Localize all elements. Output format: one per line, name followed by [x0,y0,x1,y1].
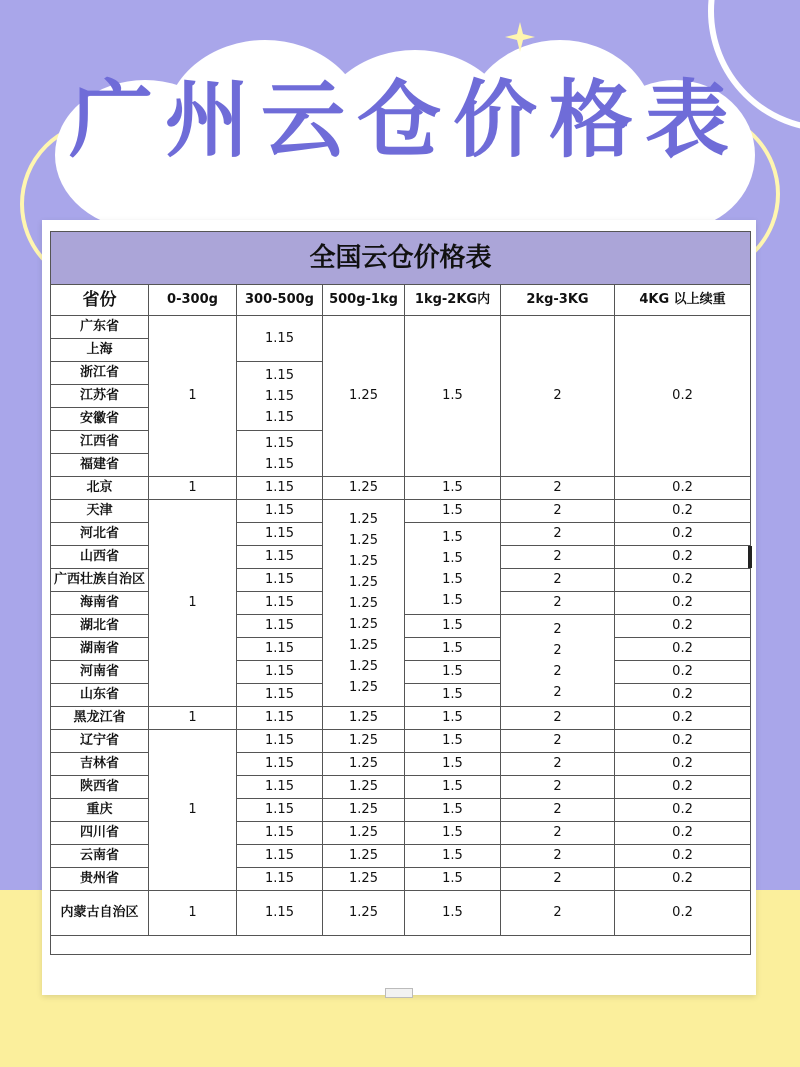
price-cell: 1.15 [237,730,323,753]
price-cell: 1.15 [237,845,323,868]
price-cell: 1.5 [405,615,501,638]
column-header: 2kg-3KG [501,285,615,316]
table-row [51,707,751,730]
column-header: 300-500g [237,285,323,316]
column-header: 4KG 以上续重 [615,285,751,316]
price-cell: 1.15 [237,799,323,822]
price-cell: 1.15 [237,523,323,546]
price-cell: 2 [501,569,615,592]
price-value: 1.5 [442,550,463,566]
price-value: 1.25 [349,511,378,527]
sparkle-icon [505,22,535,52]
price-cell: 1.15 [237,753,323,776]
price-cell: 1.15 [237,661,323,684]
price-cell: 1.15 [237,776,323,799]
price-cell [237,431,323,477]
price-cell: 1 [149,477,237,500]
price-cell: 1.5 [405,753,501,776]
price-cell: 1 [149,316,237,477]
price-cell: 1.15 [237,684,323,707]
price-cell: 0.2 [615,661,751,684]
price-cell: 0.2 [615,615,751,638]
price-cell: 1.25 [323,316,405,477]
province-cell: 山东省 [51,684,149,707]
province-cell: 天津 [51,500,149,523]
price-cell [237,362,323,431]
column-header: 0-300g [149,285,237,316]
price-value: 2 [553,621,562,637]
price-value: 1.15 [265,388,294,404]
table-row [51,936,751,955]
price-value: 1.25 [349,616,378,632]
price-value: 1.15 [265,435,294,451]
price-cell: 1.5 [405,845,501,868]
price-cell: 1.25 [323,707,405,730]
table-title: 全国云仓价格表 [51,232,751,285]
price-cell: 1.5 [405,868,501,891]
price-cell: 2 [501,477,615,500]
province-cell: 湖北省 [51,615,149,638]
price-cell: 1.25 [323,799,405,822]
price-cell: 1 [149,500,237,707]
province-cell: 湖南省 [51,638,149,661]
price-cell: 1.15 [237,500,323,523]
price-value: 1.25 [349,532,378,548]
province-cell: 辽宁省 [51,730,149,753]
province-cell: 重庆 [51,799,149,822]
price-cell: 0.2 [615,730,751,753]
price-cell: 1.5 [405,891,501,936]
price-cell: 1.5 [405,776,501,799]
price-cell: 1.15 [237,569,323,592]
price-cell: 1.5 [405,822,501,845]
price-cell: 0.2 [615,753,751,776]
province-cell: 内蒙古自治区 [51,891,149,936]
price-cell: 1.5 [405,500,501,523]
province-cell: 北京 [51,477,149,500]
price-cell: 1 [149,891,237,936]
price-cell: 1.5 [405,477,501,500]
price-cell: 1.25 [323,845,405,868]
price-cell: 1.25 [323,730,405,753]
price-cell: 1 [149,707,237,730]
table-row [51,891,751,936]
price-cell: 1.15 [237,615,323,638]
price-value: 2 [553,642,562,658]
price-cell: 1.5 [405,661,501,684]
price-table [50,231,751,955]
price-cell: 0.2 [615,569,751,592]
sheet-edge-mark [748,546,752,568]
price-cell: 2 [501,546,615,569]
price-cell: 0.2 [615,316,751,477]
price-value: 1.25 [349,679,378,695]
price-cell: 1.15 [237,316,323,362]
price-cell: 1.25 [323,477,405,500]
province-cell: 四川省 [51,822,149,845]
price-value: 1.25 [349,595,378,611]
price-cell: 0.2 [615,868,751,891]
price-cell: 0.2 [615,845,751,868]
price-cell: 1.15 [237,592,323,615]
price-value: 1.5 [442,529,463,545]
province-cell: 海南省 [51,592,149,615]
price-cell: 1.5 [405,638,501,661]
poster-title: 广州云仓价格表 [68,71,741,169]
price-cell: 1.5 [405,684,501,707]
price-cell: 1.5 [405,730,501,753]
price-cell: 2 [501,316,615,477]
table-header-row [51,285,751,316]
province-cell: 河南省 [51,661,149,684]
price-cell: 1.25 [323,868,405,891]
price-value: 1.15 [265,409,294,425]
table-row [51,500,751,523]
price-value: 1.25 [349,658,378,674]
price-cell: 1.15 [237,477,323,500]
price-cell: 0.2 [615,500,751,523]
table-row [51,316,751,339]
price-value: 1.15 [265,367,294,383]
price-cell: 1.25 [323,776,405,799]
province-cell: 山西省 [51,546,149,569]
price-cell: 0.2 [615,891,751,936]
price-cell: 1.25 [323,891,405,936]
price-cell: 0.2 [615,776,751,799]
price-cell [405,523,501,615]
price-cell: 2 [501,799,615,822]
province-cell: 河北省 [51,523,149,546]
price-cell: 0.2 [615,592,751,615]
province-cell: 浙江省 [51,362,149,385]
price-cell: 0.2 [615,684,751,707]
price-cell: 1.5 [405,707,501,730]
province-cell: 贵州省 [51,868,149,891]
province-cell: 云南省 [51,845,149,868]
price-cell: 1.5 [405,799,501,822]
price-value: 1.25 [349,553,378,569]
column-header: 1kg-2KG内 [405,285,501,316]
price-value: 1.15 [265,456,294,472]
province-cell: 广西壮族自治区 [51,569,149,592]
price-cell: 2 [501,868,615,891]
blank-cell [51,936,751,955]
price-cell: 2 [501,891,615,936]
price-cell: 1.15 [237,638,323,661]
price-cell: 1.15 [237,891,323,936]
column-header: 500g-1kg [323,285,405,316]
sheet-marker [385,988,413,998]
price-value: 1.5 [442,571,463,587]
price-cell: 0.2 [615,822,751,845]
province-cell: 江苏省 [51,385,149,408]
price-cell: 2 [501,707,615,730]
price-cell [501,615,615,707]
price-cell: 1.15 [237,707,323,730]
price-cell: 2 [501,845,615,868]
province-cell: 上海 [51,339,149,362]
price-cell: 1.25 [323,753,405,776]
price-value: 1.25 [349,637,378,653]
price-value: 2 [553,684,562,700]
price-cell: 2 [501,523,615,546]
price-cell: 2 [501,753,615,776]
price-cell: 0.2 [615,477,751,500]
price-cell: 2 [501,776,615,799]
price-value: 1.5 [442,592,463,608]
table-row [51,477,751,500]
province-cell: 黑龙江省 [51,707,149,730]
price-value: 1.25 [349,574,378,590]
province-cell: 安徽省 [51,408,149,431]
province-cell: 福建省 [51,454,149,477]
price-cell: 2 [501,500,615,523]
price-cell: 1 [149,730,237,891]
price-cell: 0.2 [615,799,751,822]
price-cell: 1.5 [405,316,501,477]
table-row [51,730,751,753]
price-cell: 2 [501,730,615,753]
province-cell: 江西省 [51,431,149,454]
price-cell: 0.2 [615,707,751,730]
column-header: 省份 [51,285,149,316]
price-cell [323,500,405,707]
price-cell: 1.15 [237,868,323,891]
price-cell: 0.2 [615,523,751,546]
price-cell: 0.2 [615,546,751,569]
price-cell: 1.25 [323,822,405,845]
province-cell: 广东省 [51,316,149,339]
price-cell: 1.15 [237,546,323,569]
province-cell: 吉林省 [51,753,149,776]
province-cell: 陕西省 [51,776,149,799]
price-cell: 2 [501,592,615,615]
price-value: 2 [553,663,562,679]
price-cell: 1.15 [237,822,323,845]
price-cell: 2 [501,822,615,845]
price-cell: 0.2 [615,638,751,661]
